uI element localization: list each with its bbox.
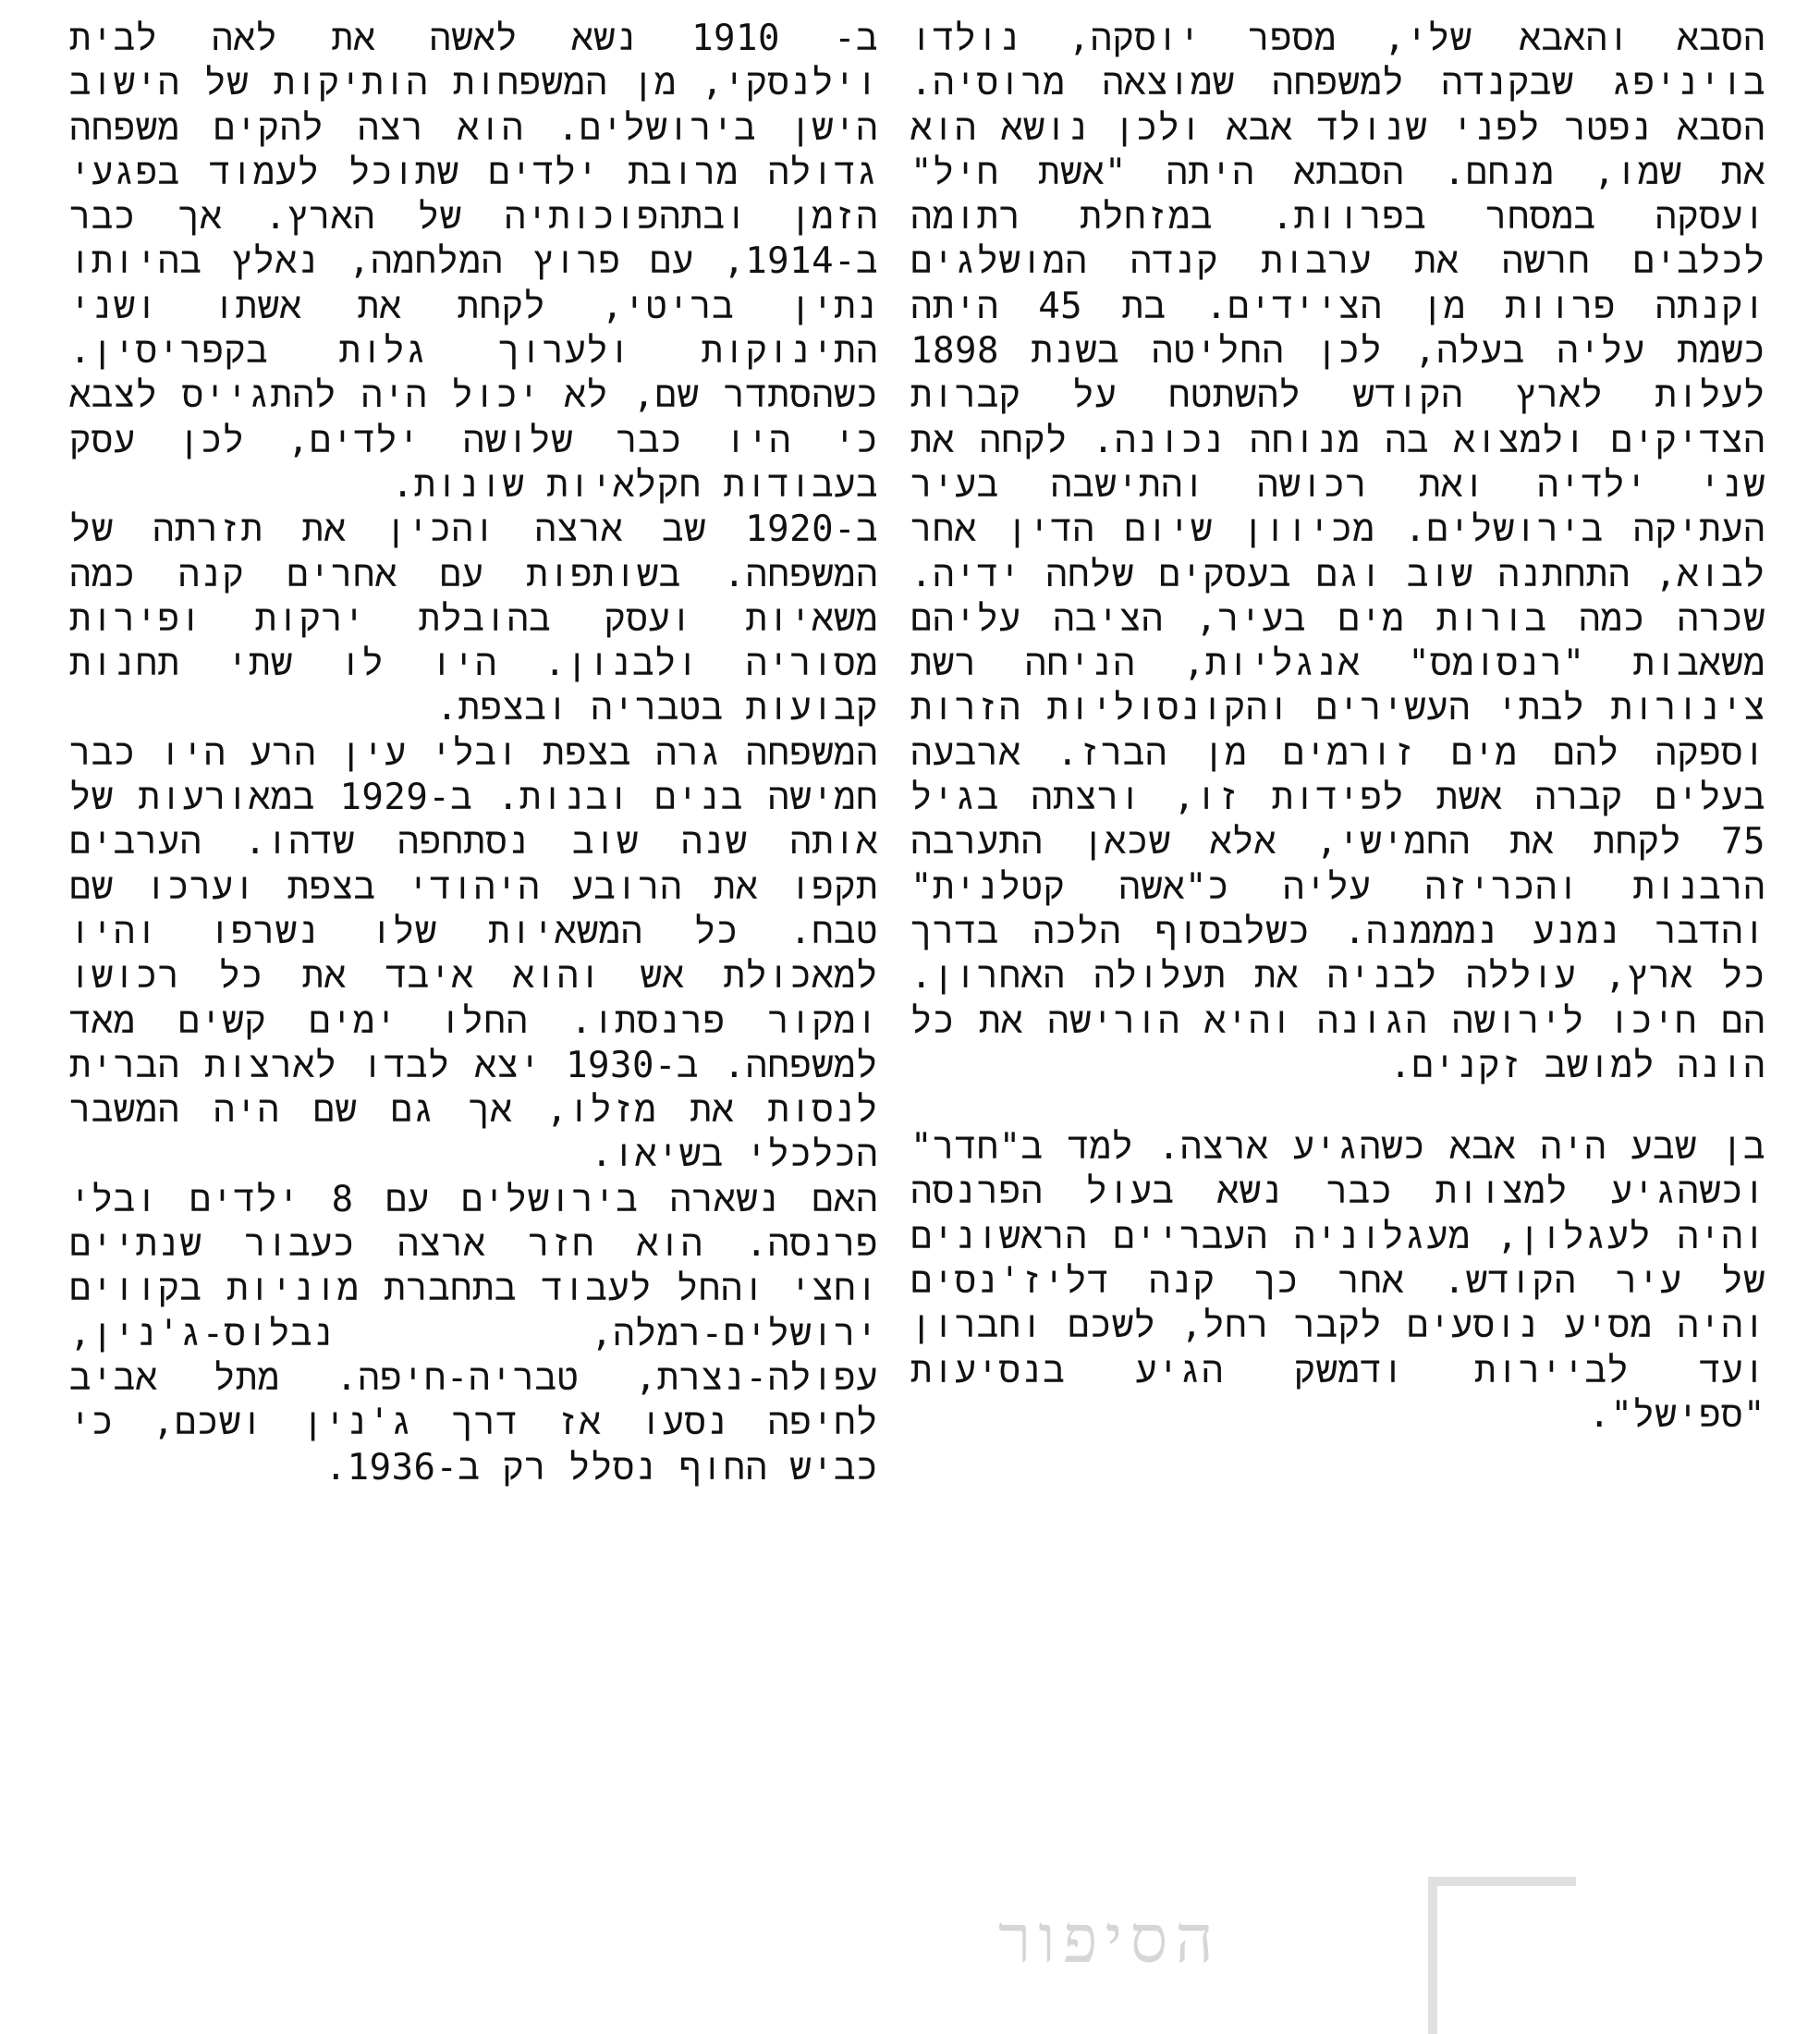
bleed-through-text: הסיפור [998,1900,1221,1978]
paragraph-marriage-1910: ב- 1910 נשא לאשה את לאה לבית וילנסקי, מן המשפחות הותיקות של הישוב הישן בירושלים. הוא רצה להקים משפחה גדולה מרובת ילדים שתוכל לעמוד בפגעי הזמן ובתהפוכותיה של הארץ. אך כבר ב-1914, עם פרוץ המלחמה, נאלץ בהיותו נתין בריטי, לקחת את אשתו ושני התינוקות ולערוך גלות בקפריסין. כשהסתדר שם, לא יכול היה להתגייס לצבא כי היו כבר שלושה ילדים, לכן עסק בעבודות חקלאיות שונות. [69,18,878,506]
paragraph-father-youth: בן שבע היה אבא כשהגיע ארצה. למד ב"חדר" וכשהגיע למצוות כבר נשא בעול הפרנסה והיה לעגלון, מעגלוניה העבריים הראשונים של עיר הקודש. אחר כך קנה דליז'נסים והיה מסיע נוסעים לקבר רחל, לשכם וחברון ועד לביירות ודמשק הגיע בנסיעות "ספישל". [910,1126,1765,1436]
paragraph-safed-1929: המשפחה גרה בצפת ובלי עין הרע היו כבר חמישה בנים ובנות. ב-1929 במאורעות של אותה שנה שוב נסתחפה שדהו. הערבים תקפו את הרובע היהודי בצפת וערכו שם טבח. כל המשאיות שלו נשרפו והיו למאכולת אש והוא איבד את כל רכושו ומקור פרנסתו. החלו ימים קשים מאד למשפחה. ב-1930 יצא לבדו לארצות הברית לנסות את מזלו, אך גם שם היה המשבר הכלכלי בשיאו. [69,731,878,1176]
left-column [69,17,878,1490]
right-column [910,17,1765,1438]
paragraph-return-1920: ב-1920 שב ארצה והכין את תזרתה של המשפחה. בשותפות עם אחרים קנה כמה משאיות ועסק בהובלת ירקות ופירות מסוריה ולבנון. היו לו שתי תחנות קבועות בטבריה ובצפת. [69,508,878,729]
paragraph-gap [910,1088,1765,1125]
bleed-through-frame [1428,1877,1576,2034]
paragraph-grandparents: הסבא והאבא שלי, מספר יוסקה, נולדו בויניפג שבקנדה למשפחה שמוצאה מרוסיה. הסבא נפטר לפני שנולד אבא ולכן נושא הוא את שמו, מנחם. הסבתא היתה "אשת חיל" ועסקה במסחר בפרוות. במזחלת רתומה לכלבים חרשה את ערבות קנדה המושלגים וקנתה פרוות מן הציידים. בת 45 היתה כשמת עליה בעלה, לכן החליטה בשנת 1898 לעלות לארץ הקודש להשתטח על קברות הצדיקים ולמצוא בה מנוחה נכונה. לקחה את שני ילדיה ואת רכושה והתישבה בעיר העתיקה בירושלים. מכיוון שיום הדין אחר לבוא, התחתנה שוב וגם בעסקים שלחה ידיה. שכרה כמה בורות מים בעיר, הציבה עליהם משאבות "רנסומס" אנגליות, הניחה רשת צינורות לבתי העשירים והקונסוליות הזרות וספקה להם מים זורמים מן הברז. ארבעה בעלים קברה אשת לפידות זו, ורצתה בגיל 75 לקחת את החמישי, אלא שכאן התערבה הרבנות והכריזה עליה כ"אשה קטלנית" והדבר נמנע נמממנה. כשלבסוף הלכה בדרך כל ארץ, עוללה לבניה את תעלולה האחרון. הם חיכו לירושה הגונה והיא הורישה את כל הונה למושב זקנים. [910,18,1765,1086]
paragraph-taxi-company: האם נשארה בירושלים עם 8 ילדים ובלי פרנסה. הוא חזר ארצה כעבור שנתיים וחצי והחל לעבוד בתחברת מוניות בקווים ירושלים-רמלה, נבלוס-ג'נין, עפולה-נצרת, טבריה-חיפה. מתל אביב לחיפה נסעו אז דרך ג'נין ושכם, כי כביש החוף נסלל רק ב-1936. [69,1178,878,1489]
